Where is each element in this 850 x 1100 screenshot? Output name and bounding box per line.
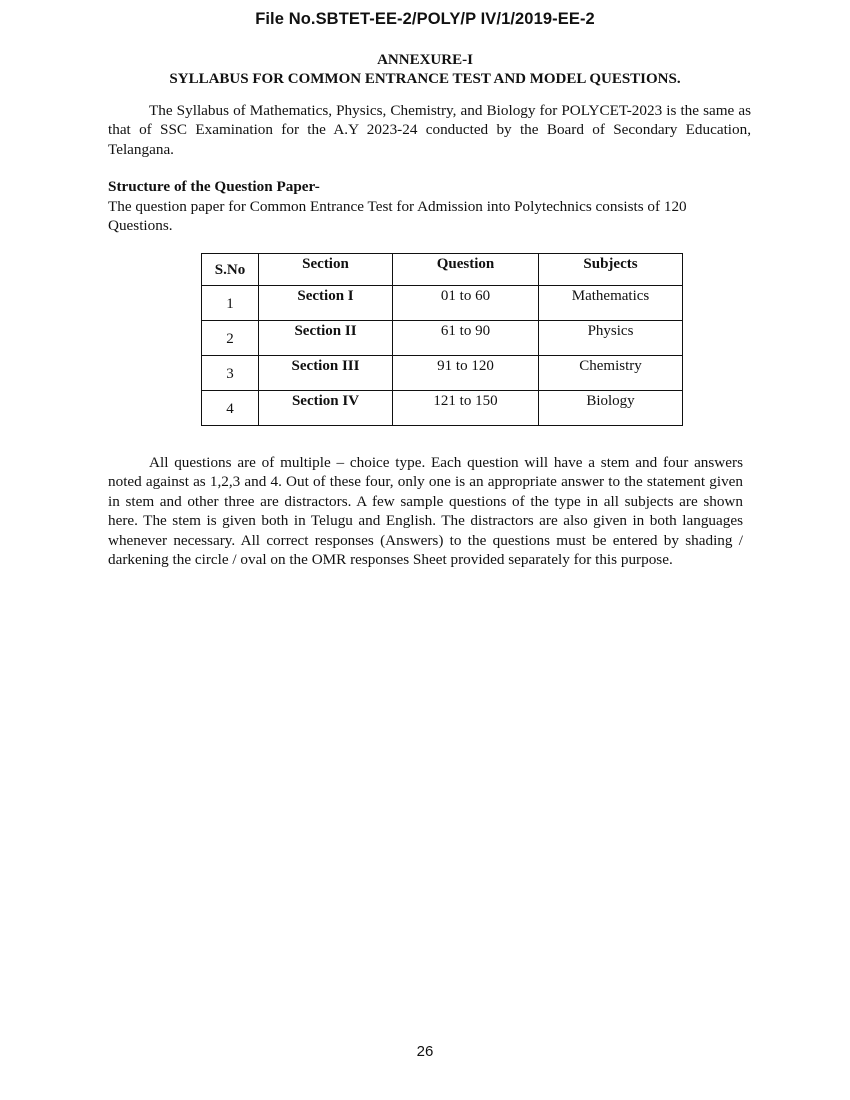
header-section: Section [259,254,393,286]
cell-sno: 4 [202,391,259,426]
header-subjects: Subjects [539,254,683,286]
table-row [202,356,683,391]
cell-section: Section IV [259,391,393,426]
file-number-header: File No.SBTET-EE-2/POLY/P IV/1/2019-EE-2 [255,10,595,28]
structure-heading: Structure of the Question Paper- [108,178,320,195]
annexure-label: ANNEXURE-I [377,52,473,68]
cell-question: 01 to 60 [393,286,539,321]
cell-section: Section I [259,286,393,321]
page-title: SYLLABUS FOR COMMON ENTRANCE TEST AND MODEL QUESTIONS. [169,71,681,87]
intro-paragraph: The Syllabus of Mathematics, Physics, Chemistry, and Biology for POLYCET-2023 is the same as that of SSC Examination for the A.Y 2023-24 conducted by the Board of Secondary Education, Telangana. [108,102,751,158]
table-row [202,321,683,356]
cell-subject: Mathematics [539,286,683,321]
table-header-row [202,254,683,286]
cell-subject: Chemistry [539,356,683,391]
header-question: Question [393,254,539,286]
header-sno: S.No [202,254,259,286]
table-row [202,286,683,321]
cell-subject: Physics [539,321,683,356]
cell-section: Section III [259,356,393,391]
question-paper-table [201,253,683,426]
structure-paragraph: The question paper for Common Entrance Test for Admission into Polytechnics consists of 120 Questions. [108,198,687,235]
cell-sno: 2 [202,321,259,356]
cell-sno: 1 [202,286,259,321]
cell-question: 121 to 150 [393,391,539,426]
table-row [202,391,683,426]
cell-question: 91 to 120 [393,356,539,391]
cell-subject: Biology [539,391,683,426]
cell-question: 61 to 90 [393,321,539,356]
page-number: 26 [416,1043,434,1060]
closing-paragraph: All questions are of multiple – choice type. Each question will have a stem and four answers noted against as 1,2,3 and 4. Out of these four, only one is an appropriate answer to the statement given in stem and other three are distractors. A few sample questions of the type in all subjects are shown here. The stem is given both in Telugu and English. The distractors are also given in both languages whenever necessary. All correct responses (Answers) to the questions must be entered by shading / darkening the circle / oval on the OMR responses Sheet provided separately for this purpose. [108,454,743,569]
cell-section: Section II [259,321,393,356]
cell-sno: 3 [202,356,259,391]
